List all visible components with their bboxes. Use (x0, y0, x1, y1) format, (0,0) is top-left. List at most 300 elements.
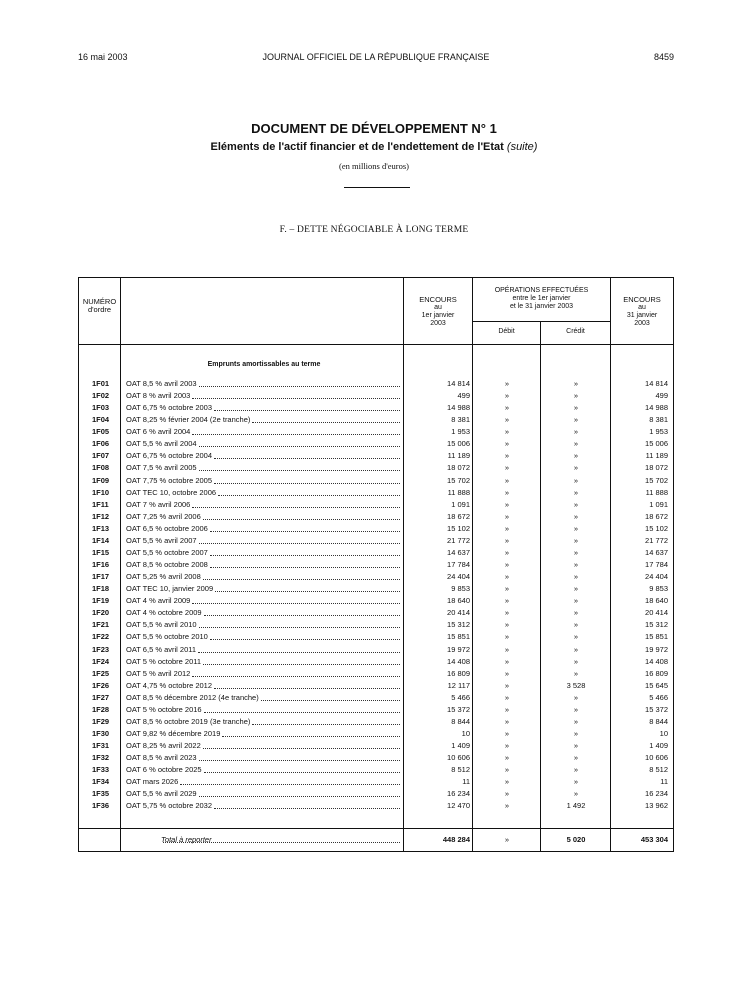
row-encours-end: 24 404 (645, 572, 668, 582)
row-number: 1F16 (92, 560, 110, 570)
table-row (79, 390, 673, 402)
row-debit: » (504, 572, 510, 582)
row-encours-end: 9 853 (649, 584, 668, 594)
row-number: 1F07 (92, 451, 110, 461)
row-encours-start: 15 702 (447, 475, 470, 485)
dotted-leader (214, 483, 400, 484)
row-credit: » (573, 596, 579, 606)
row-credit: » (573, 415, 579, 425)
dotted-leader (214, 808, 400, 809)
dotted-leader (218, 495, 400, 496)
table-row (79, 704, 673, 716)
section-heading: F. – DETTE NÉGOCIABLE À LONG TERME (279, 225, 469, 235)
row-credit: » (573, 463, 579, 473)
row-label: OAT 5,5 % octobre 2010 (126, 631, 402, 643)
dotted-leader (204, 712, 400, 713)
row-label: OAT 8,5 % octobre 2008 (126, 559, 402, 571)
row-encours-end: 11 (660, 777, 668, 787)
row-label: OAT 8,5 % décembre 2012 (4e tranche) (126, 692, 402, 704)
dotted-leader (222, 736, 400, 737)
table-row (79, 788, 673, 800)
row-label: OAT 4 % octobre 2009 (126, 607, 402, 619)
table-row (79, 438, 673, 450)
row-encours-start: 19 972 (447, 644, 470, 654)
row-debit: » (504, 716, 510, 726)
row-encours-end: 1 953 (649, 427, 668, 437)
row-credit: » (573, 789, 579, 799)
row-debit: » (504, 475, 510, 485)
header-numero-line1: NUMÉRO (82, 297, 117, 306)
row-encours-end: 15 006 (645, 439, 668, 449)
row-debit: » (504, 584, 510, 594)
row-credit: » (573, 560, 579, 570)
row-number: 1F10 (92, 487, 110, 497)
row-debit: » (504, 427, 510, 437)
row-encours-start: 24 404 (447, 572, 470, 582)
table-row (79, 450, 673, 462)
header-encours-start-line4: 2003 (430, 320, 446, 327)
row-credit: » (573, 403, 579, 413)
row-debit: » (504, 560, 510, 570)
row-debit: » (504, 656, 510, 666)
row-debit: » (504, 765, 510, 775)
row-label: OAT 7,5 % avril 2005 (126, 462, 402, 474)
table-row (79, 414, 673, 426)
row-encours-start: 21 772 (447, 535, 470, 545)
row-debit: » (504, 451, 510, 461)
row-number: 1F28 (92, 704, 110, 714)
row-number: 1F08 (92, 463, 110, 473)
row-number: 1F02 (92, 391, 110, 401)
row-debit: » (504, 596, 510, 606)
row-encours-start: 10 (461, 729, 470, 739)
row-credit: » (573, 511, 579, 521)
row-debit: » (504, 608, 510, 618)
row-label: OAT 6 % avril 2004 (126, 426, 402, 438)
row-encours-start: 12 470 (447, 801, 470, 811)
row-credit: » (573, 499, 579, 509)
header-date: 16 mai 2003 (78, 52, 128, 62)
table-row (79, 559, 673, 571)
row-debit: » (504, 523, 510, 533)
row-encours-start: 10 606 (447, 753, 470, 763)
page-header (78, 52, 674, 66)
table-row (79, 800, 673, 812)
table-row (79, 644, 673, 656)
row-label: OAT 5 % octobre 2011 (126, 656, 402, 668)
row-credit: » (573, 475, 579, 485)
row-debit: » (504, 680, 510, 690)
row-credit: » (573, 391, 579, 401)
row-credit: » (573, 439, 579, 449)
table-row (79, 752, 673, 764)
row-number: 1F19 (92, 596, 110, 606)
row-encours-end: 14 814 (645, 379, 668, 388)
row-label: OAT 5,25 % avril 2008 (126, 571, 402, 583)
dotted-leader (192, 507, 400, 508)
row-credit: » (573, 753, 579, 763)
table-row (79, 535, 673, 547)
row-debit: » (504, 547, 510, 557)
row-encours-start: 11 (462, 777, 470, 787)
row-label: OAT mars 2026 (126, 776, 402, 788)
row-label: OAT 6 % octobre 2025 (126, 764, 402, 776)
row-credit: » (573, 741, 579, 751)
header-numero (79, 298, 120, 314)
header-encours-end-line3: 31 janvier (626, 312, 658, 319)
row-number: 1F18 (92, 584, 110, 594)
row-debit: » (504, 511, 510, 521)
row-number: 1F34 (92, 777, 110, 787)
row-label: OAT 8,5 % octobre 2019 (3e tranche) (126, 716, 402, 728)
total-encours-end: 453 304 (640, 835, 668, 844)
total-top-border (79, 828, 673, 829)
row-encours-end: 10 606 (645, 753, 668, 763)
table-row (79, 462, 673, 474)
row-credit: » (573, 608, 579, 618)
header-operations (473, 287, 610, 311)
row-credit: » (573, 644, 579, 654)
row-label: OAT 6,75 % octobre 2004 (126, 450, 402, 462)
row-number: 1F04 (92, 415, 110, 425)
row-debit: » (504, 644, 510, 654)
row-encours-end: 13 962 (645, 801, 668, 811)
row-number: 1F06 (92, 439, 110, 449)
subtitle-text: Eléments de l'actif financier et de l'endettement de l'Etat (210, 141, 504, 153)
table-row (79, 426, 673, 438)
row-label: OAT 7,25 % avril 2006 (126, 511, 402, 523)
dotted-leader (199, 796, 400, 797)
header-encours-start-line2: au (434, 304, 442, 311)
row-encours-start: 11 888 (447, 487, 470, 497)
row-credit: » (573, 487, 579, 497)
header-operations-line3: et le 31 janvier 2003 (509, 303, 574, 310)
row-debit: » (504, 704, 510, 714)
dotted-leader (214, 688, 400, 689)
row-label: OAT 4,75 % octobre 2012 (126, 680, 402, 692)
row-number: 1F20 (92, 608, 110, 618)
row-number: 1F14 (92, 535, 110, 545)
row-encours-end: 15 102 (645, 523, 668, 533)
row-encours-end: 14 637 (645, 547, 668, 557)
row-debit: » (504, 391, 510, 401)
row-encours-end: 15 372 (645, 704, 668, 714)
table-row (79, 378, 673, 390)
row-label: OAT 5,5 % avril 2010 (126, 619, 402, 631)
row-label: OAT 5 % octobre 2016 (126, 704, 402, 716)
row-number: 1F32 (92, 753, 110, 763)
row-number: 1F29 (92, 716, 110, 726)
row-encours-end: 15 645 (645, 680, 668, 690)
subtitle-suffix: (suite) (506, 141, 538, 153)
row-label: OAT 8,25 % avril 2022 (126, 740, 402, 752)
header-encours-end-line2: au (638, 304, 646, 311)
header-debit: Débit (498, 328, 515, 335)
row-encours-end: 16 809 (645, 668, 668, 678)
row-encours-end: 1 409 (649, 741, 668, 751)
header-page-number: 8459 (653, 52, 674, 62)
dotted-leader (203, 748, 400, 749)
row-credit: » (573, 427, 579, 437)
row-number: 1F27 (92, 692, 110, 702)
table-row (79, 511, 673, 523)
document-subtitle (0, 141, 748, 153)
row-credit: » (573, 620, 579, 630)
row-credit: » (573, 704, 579, 714)
row-label: OAT 5,5 % avril 2029 (126, 788, 402, 800)
row-encours-start: 5 466 (451, 692, 470, 702)
row-label: OAT 6,5 % avril 2011 (126, 644, 402, 656)
dotted-leader (199, 470, 400, 471)
dotted-leader (192, 398, 400, 399)
row-encours-end: 20 414 (645, 608, 668, 618)
row-encours-start: 14 988 (447, 403, 470, 413)
table-row (79, 487, 673, 499)
row-credit: » (573, 765, 579, 775)
row-label: OAT TEC 10, octobre 2006 (126, 487, 402, 499)
row-credit: » (573, 535, 579, 545)
row-encours-end: 5 466 (649, 692, 668, 702)
row-encours-start: 15 851 (447, 632, 470, 642)
document-title: DOCUMENT DE DÉVELOPPEMENT N° 1 (251, 121, 497, 136)
row-encours-start: 499 (457, 391, 470, 401)
row-debit: » (504, 777, 510, 787)
row-number: 1F24 (92, 656, 110, 666)
row-number: 1F22 (92, 632, 110, 642)
row-encours-end: 8 512 (649, 765, 668, 775)
row-credit: » (573, 584, 579, 594)
row-credit: » (573, 523, 579, 533)
row-encours-start: 16 234 (447, 789, 470, 799)
row-credit: » (573, 451, 579, 461)
row-encours-start: 14 814 (447, 379, 470, 388)
row-label: OAT 5,75 % octobre 2032 (126, 800, 402, 812)
dotted-leader (214, 410, 400, 411)
row-encours-end: 15 702 (645, 475, 668, 485)
row-number: 1F23 (92, 644, 110, 654)
row-encours-end: 11 189 (645, 451, 668, 461)
row-debit: » (504, 620, 510, 630)
header-encours-end-line4: 2003 (634, 320, 650, 327)
row-number: 1F05 (92, 427, 110, 437)
row-debit: » (504, 789, 510, 799)
total-debit: » (504, 835, 510, 844)
row-encours-start: 18 072 (447, 463, 470, 473)
row-number: 1F21 (92, 620, 110, 630)
row-debit: » (504, 415, 510, 425)
row-label: OAT TEC 10, janvier 2009 (126, 583, 402, 595)
header-encours-end-line1: ENCOURS (623, 295, 661, 304)
table-row (79, 571, 673, 583)
row-number: 1F11 (92, 499, 109, 509)
table-row (79, 547, 673, 559)
table-row (79, 728, 673, 740)
row-encours-start: 15 102 (447, 523, 470, 533)
row-credit: » (573, 572, 579, 582)
row-credit: » (573, 692, 579, 702)
row-encours-start: 18 672 (447, 511, 470, 521)
row-label: OAT 8,5 % avril 2023 (126, 752, 402, 764)
table-row (79, 523, 673, 535)
row-credit: » (573, 668, 579, 678)
row-label: OAT 8,25 % février 2004 (2e tranche) (126, 414, 402, 426)
header-encours-start-line3: 1er janvier (421, 312, 455, 319)
dotted-leader (192, 603, 400, 604)
header-encours-end (611, 296, 673, 328)
row-label: OAT 4 % avril 2009 (126, 595, 402, 607)
row-debit: » (504, 379, 510, 388)
total-label: Total à reporter (161, 835, 212, 844)
row-debit: » (504, 463, 510, 473)
table-row (79, 656, 673, 668)
dotted-leader (210, 567, 400, 568)
dotted-leader (192, 434, 400, 435)
row-label: OAT 7 % avril 2006 (126, 499, 402, 511)
table-row (79, 595, 673, 607)
row-debit: » (504, 632, 510, 642)
table-row (79, 475, 673, 487)
row-encours-start: 1 953 (451, 427, 470, 437)
row-debit: » (504, 801, 510, 811)
header-credit: Crédit (566, 328, 585, 335)
row-number: 1F01 (92, 379, 110, 388)
row-number: 1F31 (92, 741, 110, 751)
row-label: OAT 6,75 % octobre 2003 (126, 402, 402, 414)
row-encours-end: 10 (659, 729, 668, 739)
row-encours-start: 9 853 (451, 584, 470, 594)
row-debit: » (504, 487, 510, 497)
row-credit: » (573, 716, 579, 726)
row-label: OAT 5 % avril 2012 (126, 668, 402, 680)
row-label: OAT 5,5 % avril 2004 (126, 438, 402, 450)
row-debit: » (504, 535, 510, 545)
table-row (79, 692, 673, 704)
dotted-leader (180, 784, 400, 785)
row-credit: » (573, 547, 579, 557)
row-label: OAT 7,75 % octobre 2005 (126, 475, 402, 487)
row-encours-start: 17 784 (447, 560, 470, 570)
row-debit: » (504, 741, 510, 751)
row-encours-end: 18 640 (645, 596, 668, 606)
row-encours-end: 18 672 (645, 511, 668, 521)
row-encours-end: 11 888 (645, 487, 668, 497)
dotted-leader (252, 422, 400, 423)
header-bottom-border (79, 344, 673, 345)
row-number: 1F36 (92, 801, 110, 811)
row-debit: » (504, 439, 510, 449)
table-row (79, 631, 673, 643)
row-label: OAT 5,5 % avril 2007 (126, 535, 402, 547)
row-number: 1F25 (92, 668, 110, 678)
title-divider (344, 187, 410, 188)
row-credit: 1 492 (566, 801, 586, 811)
row-encours-end: 8 844 (649, 716, 668, 726)
dotted-leader (199, 386, 400, 387)
header-operations-line2: entre le 1er janvier (512, 295, 571, 302)
table-row (79, 776, 673, 788)
dotted-leader (163, 842, 400, 843)
dotted-leader (192, 676, 400, 677)
total-encours-start: 448 284 (442, 835, 470, 844)
dotted-leader (204, 615, 400, 616)
row-credit: » (573, 632, 579, 642)
row-encours-start: 18 640 (447, 596, 470, 606)
row-encours-start: 14 408 (447, 656, 470, 666)
row-number: 1F30 (92, 729, 110, 739)
row-debit: » (504, 692, 510, 702)
row-encours-end: 17 784 (645, 560, 668, 570)
units-note: (en millions d'euros) (339, 161, 409, 171)
row-encours-start: 1 091 (451, 499, 470, 509)
row-label: OAT 6,5 % octobre 2006 (126, 523, 402, 535)
row-encours-end: 21 772 (645, 535, 668, 545)
row-encours-start: 8 844 (451, 716, 470, 726)
header-encours-start-line1: ENCOURS (419, 295, 457, 304)
header-numero-line2: d'ordre (87, 305, 112, 314)
header-journal-title: JOURNAL OFFICIEL DE LA RÉPUBLIQUE FRANÇAISE (262, 52, 490, 62)
row-encours-start: 16 809 (447, 668, 470, 678)
table-row (79, 619, 673, 631)
dotted-leader (204, 772, 400, 773)
row-debit: » (504, 403, 510, 413)
row-encours-start: 1 409 (451, 741, 470, 751)
dotted-leader (199, 543, 400, 544)
table-row (79, 764, 673, 776)
row-encours-end: 8 381 (649, 415, 668, 425)
row-encours-start: 15 312 (447, 620, 470, 630)
row-encours-end: 18 072 (645, 463, 668, 473)
table-subheading: Emprunts amortissables au terme (207, 361, 321, 368)
dotted-leader (199, 760, 400, 761)
row-debit: » (504, 729, 510, 739)
dotted-leader (199, 627, 400, 628)
table-row (79, 668, 673, 680)
row-encours-start: 15 006 (447, 439, 470, 449)
header-operations-line1: OPÉRATIONS EFFECTUÉES (494, 287, 589, 294)
row-encours-end: 19 972 (645, 644, 668, 654)
table-row (79, 716, 673, 728)
row-number: 1F13 (92, 523, 110, 533)
dotted-leader (215, 591, 400, 592)
row-number: 1F33 (92, 765, 110, 775)
dotted-leader (210, 639, 400, 640)
row-number: 1F12 (92, 511, 110, 521)
row-number: 1F09 (92, 475, 110, 485)
row-label: OAT 8 % avril 2003 (126, 390, 402, 402)
row-encours-start: 8 512 (451, 765, 470, 775)
table-row (79, 607, 673, 619)
dotted-leader (261, 700, 400, 701)
row-credit: 3 528 (566, 680, 586, 690)
row-number: 1F03 (92, 403, 110, 413)
dotted-leader (252, 724, 400, 725)
table-row (79, 499, 673, 511)
row-label: OAT 8,5 % avril 2003 (126, 378, 402, 390)
table-row (79, 402, 673, 414)
dotted-leader (199, 446, 400, 447)
row-label: OAT 5,5 % octobre 2007 (126, 547, 402, 559)
row-encours-start: 20 414 (447, 608, 470, 618)
row-number: 1F17 (92, 572, 110, 582)
row-encours-start: 11 189 (447, 451, 470, 461)
dotted-leader (203, 519, 400, 520)
row-credit: » (573, 729, 579, 739)
row-encours-end: 15 312 (645, 620, 668, 630)
row-debit: » (504, 753, 510, 763)
row-number: 1F35 (92, 789, 110, 799)
row-encours-end: 14 988 (645, 403, 668, 413)
debt-table (78, 277, 674, 852)
